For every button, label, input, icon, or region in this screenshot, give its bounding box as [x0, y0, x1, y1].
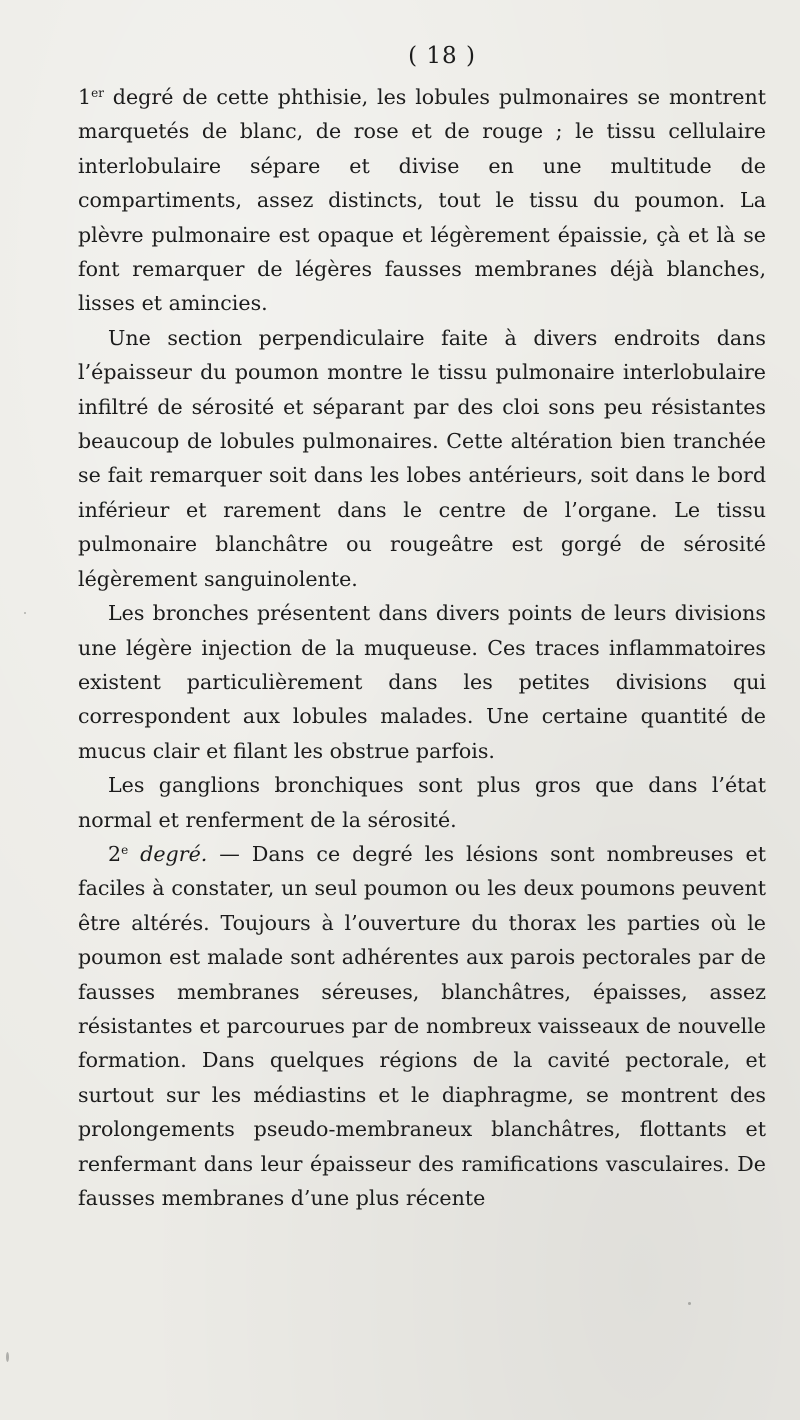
paragraph-text: degré de cette phthisie, les lobules pulmonaires se montrent marquetés de blanc, de rose et de rouge ; le tissu cellulaire interlobulaire sépare et divise en une multitude de compartiments, assez distincts, tout le tissu du poumon. La plèvre pulmonaire est opaque et légèrement épaissie, çà et là se font remarquer de légères fausses membranes déjà blanches, lisses et amincies.: [78, 85, 766, 316]
degree-label: degré.: [128, 841, 208, 866]
paragraph-first-degree-intro: [78, 80, 766, 321]
ordinal-suffix: er: [91, 86, 104, 100]
page-number: ( 18 ): [408, 43, 476, 69]
paragraph-text: Une section perpendiculaire faite à divers endroits dans l’épaisseur du poumon montre le tissu pulmonaire interlobulaire infiltré de sérosité et séparant par des cloi sons peu résistantes beaucoup de lobules pulmonaires. Cette altération bien tranchée se fait remarquer soit dans les lobes antérieurs, soit dans le bord inférieur et rarement dans le centre de l’organe. Le tissu pulmonaire blanchâtre ou rougeâtre est gorgé de sérosité légèrement sanguinolente.: [78, 325, 766, 591]
paper-speck: [688, 1302, 691, 1305]
paragraph-ganglions: [78, 768, 766, 837]
paragraph-text: — Dans ce degré les lésions sont nombreuses et faciles à constater, un seul poumon ou les deux poumons peuvent être altérés. Toujours à l’ouverture du thorax les parties où le poumon est malade sont adhérentes aux parois pectorales par de fausses membranes séreuses, blanchâtres, épaisses, assez résistantes et parcourues par de nombreux vaisseaux de nouvelle formation. Dans quelques régions de la cavité pectorale, et surtout sur les médiastins et le diaphragme, se montrent des prolongements pseudo-membraneux blanchâtres, flottants et renfermant dans leur épaisseur des ramifications vasculaires. De fausses membranes d’une plus récente: [78, 841, 766, 1210]
paper-speck: [6, 1352, 9, 1362]
paragraph-text: Les bronches présentent dans divers points de leurs divisions une légère injection de la muqueuse. Ces traces inflammatoires existent particulièrement dans les petites divisions qui correspondent aux lobules malades. Une certaine quantité de mucus clair et filant les obstrue parfois.: [78, 601, 766, 763]
ordinal-number: 1: [78, 85, 92, 109]
paragraph-bronches: [78, 596, 766, 768]
body-text: [78, 80, 766, 1215]
paper-speck: [24, 612, 26, 614]
ordinal-number: 2: [108, 841, 122, 866]
ordinal-suffix: e: [121, 842, 129, 857]
paragraph-section: [78, 321, 766, 596]
paragraph-text: Les ganglions bronchiques sont plus gros que dans l’état normal et renferment de la sérosité.: [78, 773, 766, 832]
paragraph-second-degree: [78, 837, 766, 1215]
